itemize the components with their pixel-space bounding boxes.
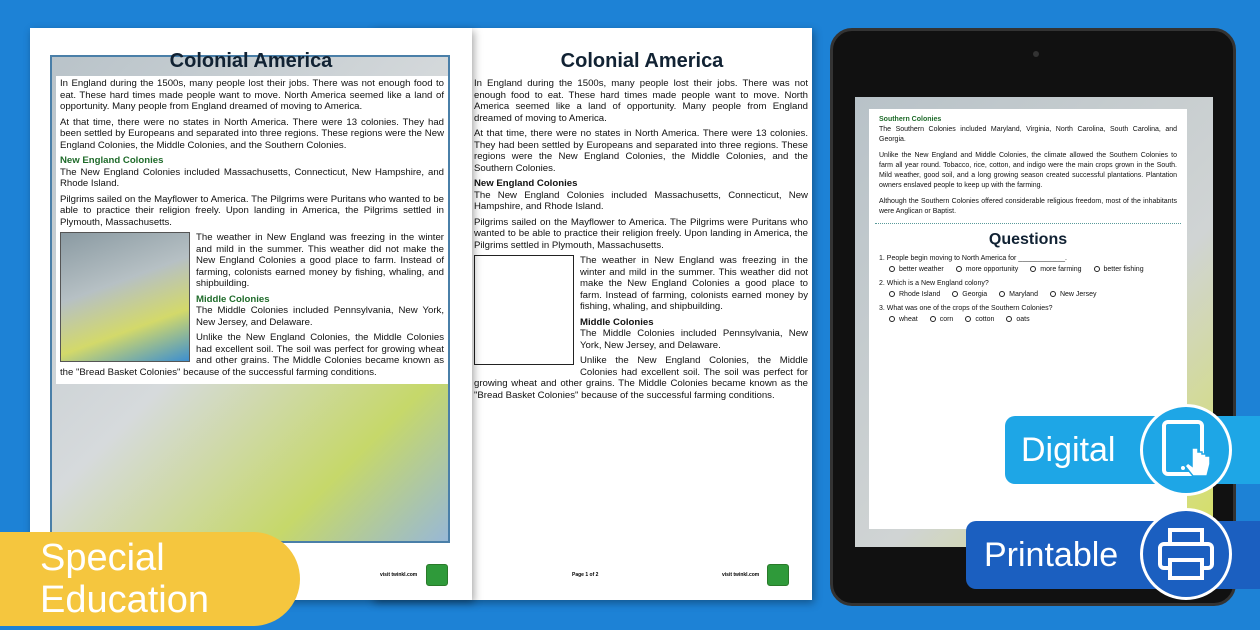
answer-option[interactable] (1030, 264, 1081, 276)
paragraph: In England during the 1500s, many people lost their jobs. There was not enough food to eat. These hard times made people want to move. North America seemed like a land of opportunity. Many people from England dreamed of moving to America. (60, 78, 444, 112)
worksheet-content (474, 78, 808, 405)
option-label: oats (1016, 316, 1030, 323)
worksheet-title: Colonial America (560, 50, 724, 72)
twinkl-logo (426, 564, 448, 586)
worksheet-page-color (30, 28, 472, 600)
radio-icon[interactable] (930, 316, 936, 322)
answer-option[interactable] (1050, 289, 1097, 301)
colonies-map (60, 232, 190, 362)
radio-icon[interactable] (1094, 266, 1100, 272)
option-label: Rhode Island (899, 291, 941, 298)
option-label: cotton (975, 316, 995, 323)
answer-option[interactable] (930, 314, 954, 326)
divider (875, 223, 1181, 224)
answer-option[interactable] (965, 314, 994, 326)
question-text: 1. People begin moving to North America for ____________. (879, 255, 1067, 262)
answer-option[interactable] (889, 314, 918, 326)
footer-site: visit twinkl.com (722, 572, 760, 578)
colonies-map-outline (474, 255, 574, 365)
answer-option[interactable] (999, 289, 1038, 301)
answer-option[interactable] (1006, 314, 1029, 326)
paragraph: Unlike the New England Colonies, the Middle Colonies had excellent soil. The soil was perfect for growing wheat and other grains. The Middle Colonies became known as the "Bread Basket Colonies" because of the successful farming conditions. (474, 355, 808, 401)
section-heading: Middle Colonies (196, 293, 270, 305)
option-label: better fishing (1103, 266, 1144, 273)
paragraph: Unlike the New England and Middle Colonies, the climate allowed the Southern Colonies to farm all year round. Tobacco, rice, cotton, and indigo were the main crops grown in the South. Mild weather, good soil, and a long growing season created successful plantations. Plantation owners enslaved people to keep up with the farming. (879, 152, 1177, 189)
education-label: Education (40, 579, 210, 621)
question (879, 254, 1177, 276)
section-heading: Southern Colonies (879, 116, 942, 123)
radio-icon[interactable] (965, 316, 971, 322)
question (879, 279, 1177, 301)
question-text: 2. Which is a New England colony? (879, 280, 989, 287)
paragraph: Pilgrims sailed on the Mayflower to America. The Pilgrims were Puritans who wanted to be able to practice their religion freely. Upon landing in America, the Pilgrims settled in Plymouth, Massachusetts. (474, 216, 808, 251)
option-label: New Jersey (1059, 291, 1097, 298)
paragraph: In England during the 1500s, many people lost their jobs. There was not enough food to eat. These hard times made people want to move. North America seemed like a land of opportunity. Many people from England dreamed of moving to America. (474, 78, 808, 124)
questions-title: Questions (988, 231, 1068, 248)
answer-option[interactable] (889, 264, 944, 276)
printable-label: Printable (984, 535, 1119, 574)
page-number: Page 1 of 2 (572, 572, 599, 578)
option-label: more farming (1040, 266, 1082, 273)
paragraph: At that time, there were no states in North America. There were 13 colonies. They had been settled by Europeans and separated into three regions. These regions were the New England Colonies, the Middle Colonies, and the Southern Colonies. (474, 128, 808, 174)
twinkl-logo (767, 564, 789, 586)
paragraph: The Southern Colonies included Maryland, Virginia, North Carolina, South Carolina, and Georgia. (879, 126, 1177, 143)
answer-options (879, 289, 1177, 301)
question-text: 3. What was one of the crops of the Southern Colonies? (879, 305, 1053, 312)
worksheet-title: Colonial America (169, 50, 333, 72)
radio-icon[interactable] (1030, 266, 1036, 272)
option-label: more opportunity (965, 266, 1019, 273)
answer-option[interactable] (889, 289, 940, 301)
paragraph: The weather in New England was freezing in the winter and mild in the summer. This weather did not make the New England Colonies a good place to farm. Instead of farming, colonists earned money by fishing, whaling, and shipbuilding. (580, 255, 808, 312)
question-list (879, 254, 1177, 326)
camera-icon (1033, 51, 1039, 57)
answer-option[interactable] (952, 289, 987, 301)
digital-label: Digital (1021, 430, 1116, 469)
tablet-touch-icon (1140, 404, 1232, 496)
radio-icon[interactable] (889, 291, 895, 297)
radio-icon[interactable] (999, 291, 1005, 297)
paragraph: Although the Southern Colonies offered considerable religious freedom, most of the inhabitants were Anglican or Baptist. (879, 198, 1177, 215)
answer-option[interactable] (1094, 264, 1144, 276)
radio-icon[interactable] (956, 266, 962, 272)
radio-icon[interactable] (1006, 316, 1012, 322)
paragraph: Pilgrims sailed on the Mayflower to America. The Pilgrims were Puritans who wanted to be able to practice their religion freely. Upon landing in America, the Pilgrims settled in Plymouth, Massachusetts. (60, 193, 444, 228)
answer-options (879, 314, 1177, 326)
radio-icon[interactable] (889, 266, 895, 272)
paragraph: At that time, there were no states in North America. There were 13 colonies. They had been settled by Europeans and separated into three regions. These regions were the New England Colonies, the Middle Colonies, and the Southern Colonies. (60, 116, 444, 151)
special-education-badge (0, 532, 300, 626)
paragraph: Unlike the New England Colonies, the Middle Colonies had excellent soil. The soil was perfect for growing wheat and other grains. The Middle Colonies became known as the "Bread Basket Colonies" because of the successful farming conditions. (60, 332, 444, 378)
special-label: Special (40, 537, 165, 579)
option-label: wheat (899, 316, 918, 323)
section-heading: Middle Colonies (580, 316, 654, 328)
printer-icon (1140, 508, 1232, 600)
radio-icon[interactable] (952, 291, 958, 297)
question (879, 304, 1177, 326)
section-heading: New England Colonies (60, 155, 164, 166)
radio-icon[interactable] (889, 316, 895, 322)
answer-options (879, 264, 1177, 276)
paragraph: The New England Colonies included Massachusetts, Connecticut, New Hampshire, and Rhode Island. (474, 189, 808, 212)
radio-icon[interactable] (1050, 291, 1056, 297)
answer-option[interactable] (956, 264, 1019, 276)
option-label: corn (939, 316, 954, 323)
paragraph: The Middle Colonies included Pennsylvania, New York, New Jersey, and Delaware. (196, 305, 444, 328)
worksheet-content (56, 76, 448, 384)
paragraph: The Middle Colonies included Pennsylvania, New York, New Jersey, and Delaware. (580, 328, 808, 351)
option-label: better weather (899, 266, 944, 273)
paragraph: The New England Colonies included Massachusetts, Connecticut, New Hampshire, and Rhode Island. (60, 166, 444, 189)
option-label: Georgia (962, 291, 988, 298)
paragraph: The weather in New England was freezing in the winter and mild in the summer. This weather did not make the New England Colonies a good place to farm. Instead of farming, colonists earned money by fishing, whaling, and shipbuilding. (196, 232, 444, 289)
option-label: Maryland (1009, 291, 1038, 298)
footer-site: visit twinkl.com (380, 572, 418, 578)
section-heading: New England Colonies (474, 178, 578, 189)
